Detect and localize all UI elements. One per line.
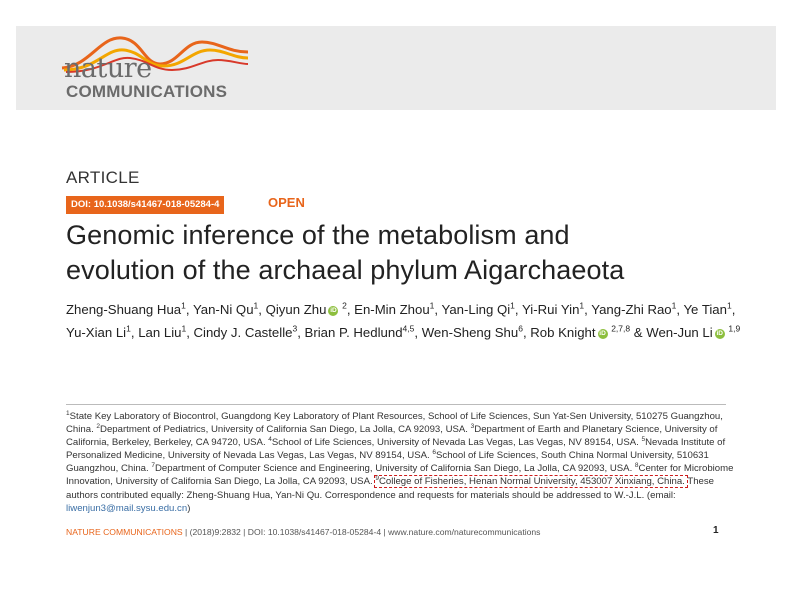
author[interactable] — [354, 302, 434, 317]
affiliation-number: 6 — [432, 449, 436, 457]
affiliation-4 — [268, 437, 641, 448]
author[interactable] — [683, 302, 731, 317]
author-name: Brian P. Hedlund — [304, 325, 403, 340]
author-name: Yan-Ling Qi — [441, 302, 511, 317]
affiliation-text: College of Fisheries, Henan Normal University, 453007 Xinxiang, China. — [378, 476, 688, 488]
highlighted-affiliation — [375, 476, 687, 487]
affiliation-text: Department of Pediatrics, University of California San Diego, La Jolla, CA 92093, USA. — [100, 424, 471, 436]
orcid-icon[interactable]: iD — [330, 306, 337, 314]
affiliation-2 — [96, 424, 470, 435]
orcid-icon[interactable]: iD — [599, 329, 606, 337]
author-name: Yu-Xian Li — [66, 325, 127, 340]
author-affiliation-ref: 1 — [510, 300, 515, 311]
divider — [66, 404, 726, 405]
affiliation-text: Department of Earth and Planetary Science, University of California, Berkeley, Berkeley, CA 94720, USA. — [66, 424, 718, 449]
author-affiliation-ref: 1,9 — [728, 323, 741, 334]
author-name: Yang-Zhi Rao — [591, 302, 672, 317]
affiliation-number: 8 — [634, 462, 639, 470]
affiliation-text: Department of Computer Science and Engineering, University of California San Diego, La Jolla, CA 92093, USA. — [154, 463, 635, 475]
author[interactable] — [422, 325, 523, 340]
author[interactable] — [522, 302, 584, 317]
logo-nature-text: nature — [64, 53, 152, 84]
author-name: Lan Liu — [138, 325, 182, 340]
author-name: Yi-Rui Yin — [522, 302, 580, 317]
author[interactable] — [66, 302, 186, 317]
author[interactable] — [66, 325, 131, 340]
title-line-1: Genomic inference of the metabolism and — [66, 220, 570, 250]
affiliation-number: 4 — [268, 436, 272, 443]
author-name: Cindy J. Castelle — [193, 325, 293, 340]
author[interactable] — [138, 325, 186, 340]
corresponding-email-link[interactable]: liwenjun3@mail.sysu.edu.cn — [66, 502, 188, 514]
affiliation-text: State Key Laboratory of Biocontrol, Guangdong Key Laboratory of Plant Resources, School of Life Sciences, Sun Yat-Sen University, 510275 Guangzhou, China. — [66, 411, 723, 436]
author[interactable] — [442, 302, 515, 317]
affiliation-number: 7 — [151, 462, 155, 470]
author-name: Wen-Jun Li — [646, 325, 713, 340]
affiliation-number: 9 — [375, 475, 379, 483]
author-name: Rob Knight — [530, 325, 596, 340]
author[interactable] — [591, 302, 676, 317]
author-name: Qiyun Zhu — [265, 302, 327, 317]
author-affiliation-ref: 1 — [579, 300, 585, 311]
author-name: En-Min Zhou — [354, 302, 430, 317]
logo-communications-text: COMMUNICATIONS — [66, 82, 228, 101]
open-access-label: OPEN — [268, 195, 305, 210]
author-affiliation-ref: 2 — [342, 300, 347, 311]
author-name: Yan-Ni Qu — [192, 302, 254, 317]
page-number: 1 — [713, 525, 719, 536]
affiliation-number: 3 — [470, 422, 475, 430]
author-affiliation-ref: 1 — [726, 300, 732, 311]
author-affiliation-ref: 4,5 — [402, 323, 415, 334]
author-affiliation-ref: 6 — [518, 323, 523, 334]
author[interactable] — [194, 325, 298, 340]
author[interactable] — [530, 325, 630, 340]
affiliations-list — [66, 411, 733, 487]
author-affiliation-ref: 1 — [126, 323, 131, 334]
author[interactable] — [193, 302, 258, 317]
author-affiliation-ref: 2,7,8 — [611, 323, 631, 334]
author[interactable] — [266, 302, 347, 317]
page-footer — [66, 527, 726, 537]
doi-badge[interactable]: DOI: 10.1038/s41467-018-05284-4 — [66, 196, 224, 214]
author-affiliation-ref: 1 — [181, 300, 186, 311]
affiliation-text: Nevada Institute of Personalized Medicine, University of Nevada Las Vegas, Las Vegas, NV 89154, USA. — [66, 437, 726, 462]
author-name: Ye Tian — [683, 302, 727, 317]
author-list: Zheng-Shuang Hua$^1$, Yan-Ni Qu$^1$, Qiyun Zhu iD $^2$, En-Min Zhou$^1$, Yan-Ling Qi$^1$, Yi-Rui Yin$^1$, Yang-Zhi Rao$^1$, Ye Tian$^1$, Yu-Xian Li$^1$, Lan Liu$^1$, Cindy J. Castelle$^3$, Brian P. Hedlund$^{4,5}$, Wen-Sheng Shu$^6$, Rob Knight iD $^{2,7,8}$ & Wen-Jun Li iD $^{1,9}$ — [66, 300, 741, 340]
affiliation-number: 1 — [66, 409, 70, 417]
author-affiliation-ref: 1 — [253, 300, 259, 311]
author-affiliation-ref: 1 — [181, 323, 187, 334]
email-close: ) — [187, 502, 191, 514]
author[interactable] — [646, 325, 740, 340]
author-affiliation-ref: 1 — [671, 300, 677, 311]
author-affiliation-ref: 3 — [292, 323, 298, 334]
affiliations-block — [66, 410, 734, 515]
author-name: Zheng-Shuang Hua — [66, 302, 182, 317]
affiliation-text: Center for Microbiome Innovation, University of California San Diego, La Jolla, CA 92093, USA. — [66, 463, 734, 488]
contributions-text: These authors contributed equally: Zheng-Shuang Hua, Yan-Ni Qu. Correspondence and requests for materials should be addressed to W.-J.L. (email: — [66, 476, 715, 501]
author-affiliation-ref: 1 — [429, 300, 435, 311]
affiliation-number: 2 — [96, 422, 101, 430]
affiliation-7 — [151, 463, 635, 474]
affiliation-9 — [375, 476, 687, 487]
author-name: Wen-Sheng Shu — [421, 325, 519, 340]
affiliation-number: 5 — [641, 436, 646, 443]
title-line-2: evolution of the archaeal phylum Aigarchaeota — [66, 255, 625, 285]
affiliation-text: School of Life Sciences, University of Nevada Las Vegas, Las Vegas, NV 89154, USA. — [271, 437, 642, 449]
article-title — [66, 218, 766, 288]
orcid-icon[interactable]: iD — [716, 329, 723, 337]
footer-journal-name: NATURE COMMUNICATIONS — [66, 527, 183, 537]
article-type-label: ARTICLE — [66, 168, 140, 187]
author[interactable] — [305, 325, 415, 340]
affiliation-text: School of Life Sciences, South China Normal University, 510631 Guangzhou, China. — [66, 450, 709, 475]
footer-citation: | (2018)9:2832 | DOI: 10.1038/s41467-018-05284-4 | www.nature.com/naturecommunications — [182, 527, 541, 537]
